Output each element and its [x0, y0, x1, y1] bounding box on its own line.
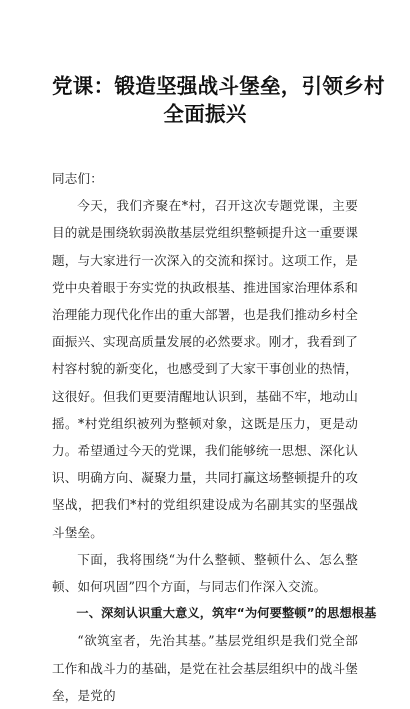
section-heading-1: 一、深刻认识重大意义，筑牢“为何要整顿”的思想根基 [76, 606, 377, 621]
salutation: 同志们： [52, 171, 103, 186]
paragraph-opening: 今天，我们齐聚在*村，召开这次专题党课，主要目的就是围绕软弱涣散基层党组织整顿提升这一重要课题，与大家进行一次深入的交流和探讨。这项工作，是党中央着眼于夯实党的执政根基、推进国家治理体系和治理能力现代化作出的重大部署，也是我们推动乡村全面振兴、实现高质量发展的必然要求。刚才，我看到了村容村貌的新变化，也感受到了大家干事创业的热情，这很好。但我们更要清醒地认识到，基础不牢，地动山摇。*村党组织被列为整顿对象，这既是压力，更是动力。希望通过今天的党课，我们能够统一思想、深化认识、明确方向、凝聚力量，共同打赢这场整顿提升的攻坚战，把我们*村的党组织建设成为名副其实的坚强战斗堡垒。 [52, 198, 358, 540]
paragraph-outline: 下面，我将围绕“为什么整顿、整顿什么、怎么整顿、如何巩固”四个方面，与同志们作深入交流。 [52, 551, 358, 595]
title-line-2: 全面振兴 [163, 102, 247, 126]
paragraph-section-1: “欲筑室者，先治其基。”基层党组织是我们党全部工作和战斗力的基础，是党在社会基层组织中的战斗堡垒，是党的 [52, 633, 358, 703]
document-title [52, 72, 385, 128]
document-body [52, 165, 377, 709]
title-line-1: 党课：锻造坚强战斗堡垒，引领乡村 [52, 74, 385, 98]
